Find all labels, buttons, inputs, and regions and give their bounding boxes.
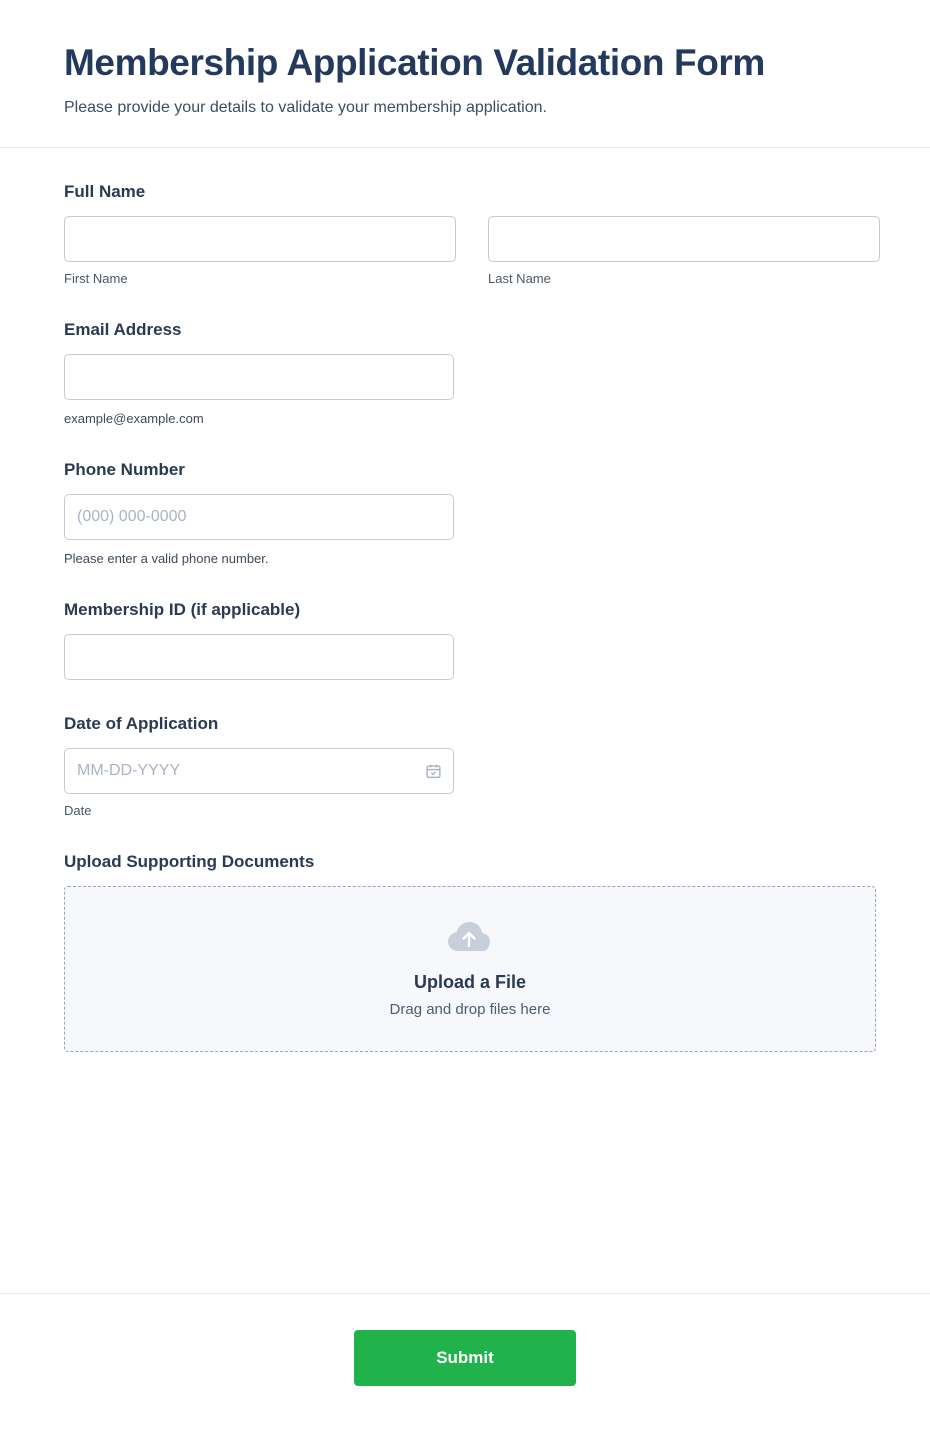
field-full-name [64, 182, 866, 286]
last-name-column [488, 216, 880, 286]
membership-id-label: Membership ID (if applicable) [64, 599, 301, 619]
phone-hint: Please enter a valid phone number. [64, 550, 269, 566]
page-title: Membership Application Validation Form [64, 42, 765, 83]
file-upload-dropzone[interactable] [64, 886, 876, 1052]
phone-label: Phone Number [64, 459, 185, 479]
field-email [64, 320, 866, 426]
last-name-input[interactable] [488, 216, 880, 262]
upload-subtitle: Drag and drop files here [389, 1001, 551, 1019]
form-body [0, 148, 930, 1293]
upload-label: Upload Supporting Documents [64, 851, 315, 871]
full-name-label: Full Name [64, 181, 146, 201]
date-input-wrapper [64, 748, 454, 794]
first-name-column [64, 216, 456, 286]
form-header [0, 0, 930, 148]
email-input[interactable] [64, 354, 454, 400]
field-phone [64, 460, 866, 566]
first-name-input[interactable] [64, 216, 456, 262]
phone-input[interactable] [64, 494, 454, 540]
date-input[interactable] [64, 748, 454, 794]
submit-button[interactable]: Submit [354, 1330, 576, 1386]
date-sublabel: Date [64, 802, 92, 818]
field-date [64, 714, 866, 818]
date-label: Date of Application [64, 713, 219, 733]
email-hint: example@example.com [64, 410, 204, 426]
cloud-upload-icon [446, 919, 494, 962]
email-label: Email Address [64, 319, 182, 339]
upload-title: Upload a File [413, 972, 527, 993]
field-upload [64, 852, 866, 1052]
field-membership-id [64, 600, 866, 680]
full-name-row [64, 216, 866, 286]
first-name-sublabel: First Name [64, 270, 128, 286]
last-name-sublabel: Last Name [488, 270, 551, 286]
membership-id-input[interactable] [64, 634, 454, 680]
page-subtitle: Please provide your details to validate your membership application. [64, 98, 547, 116]
form-footer [0, 1293, 930, 1430]
